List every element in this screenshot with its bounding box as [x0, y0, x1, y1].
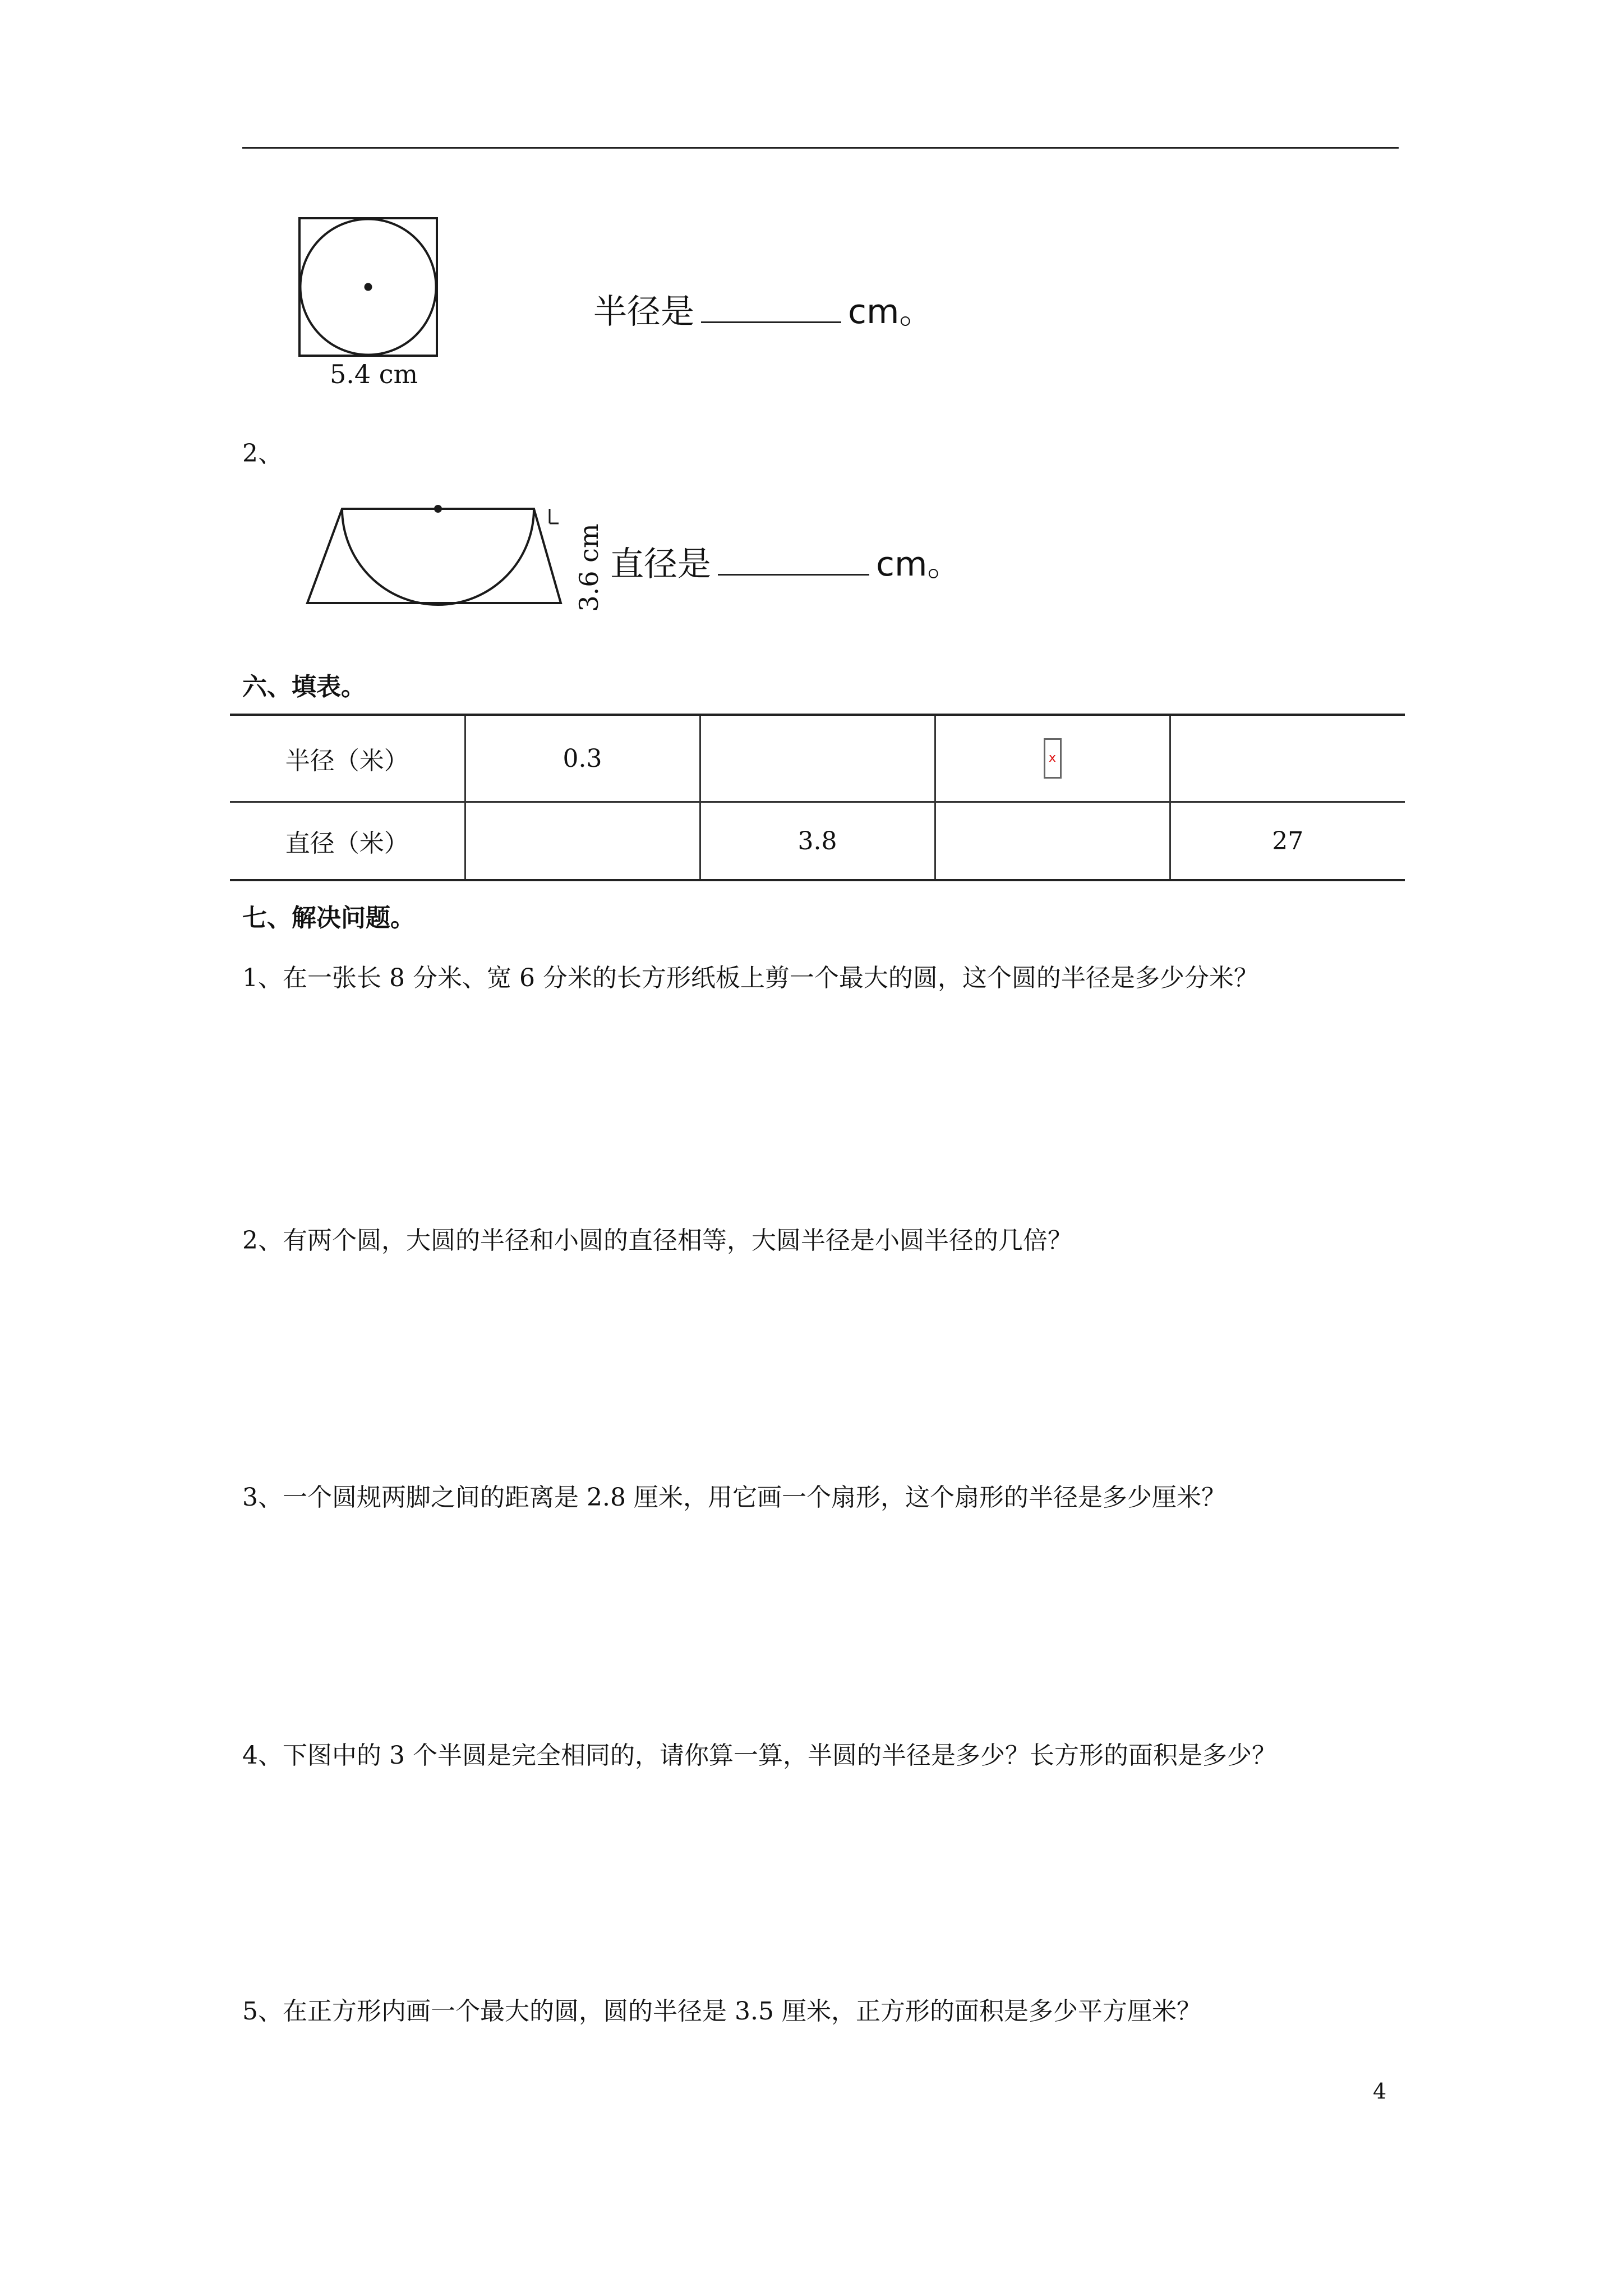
trapezoid-semicircle-figure — [303, 502, 594, 614]
figure1-unit: cm。 — [848, 292, 933, 332]
question-4: 4、下图中的 3 个半圆是完全相同的，请你算一算，半圆的半径是多少？长方形的面积是多少？ — [242, 1741, 1276, 1770]
table-cell — [465, 802, 700, 881]
figure1-dimension-label: 5.4 cm — [330, 359, 418, 389]
section7-title: 七、解决问题。 — [242, 904, 415, 932]
figure2-diameter-prompt — [610, 537, 961, 586]
figure2-unit: cm。 — [876, 545, 961, 584]
diameter-answer-blank[interactable] — [718, 574, 869, 576]
radius-answer-blank[interactable] — [701, 321, 841, 323]
table-row-diameter — [230, 802, 1405, 881]
broken-image-icon: x — [1044, 738, 1062, 779]
header-rule — [242, 147, 1399, 149]
row-header-diameter: 直径（米） — [230, 802, 465, 881]
question-2: 2、有两个圆，大圆的半径和小圆的直径相等，大圆半径是小圆半径的几倍？ — [242, 1226, 1072, 1255]
table-cell — [700, 715, 935, 802]
table-cell — [1170, 715, 1405, 802]
table-cell: 0.3 — [465, 715, 700, 802]
figure1-prompt-text: 半径是 — [593, 292, 694, 332]
question-5: 5、在正方形内画一个最大的圆，圆的半径是 3.5 厘米，正方形的面积是多少平方厘米？ — [242, 1997, 1201, 2026]
fill-table — [230, 714, 1405, 881]
figure2-prompt-text: 直径是 — [610, 545, 711, 584]
table-cell-broken-image — [935, 715, 1170, 802]
page-number: 4 — [1373, 2079, 1387, 2104]
section6-title: 六、填表。 — [242, 673, 366, 701]
question-1: 1、在一张长 8 分米、宽 6 分米的长方形纸板上剪一个最大的圆，这个圆的半径是多少分米？ — [242, 964, 1258, 992]
q2-number: 2、 — [242, 439, 283, 468]
figure2-dimension-label: 3.6 cm — [574, 523, 604, 612]
table-cell: 27 — [1170, 802, 1405, 881]
table-cell — [935, 802, 1170, 881]
figure1-radius-prompt — [593, 285, 933, 333]
table-row-radius — [230, 715, 1405, 802]
question-3: 3、一个圆规两脚之间的距离是 2.8 厘米，用它画一个扇形，这个扇形的半径是多少厘米？ — [242, 1483, 1226, 1512]
table-cell: 3.8 — [700, 802, 935, 881]
row-header-radius: 半径（米） — [230, 715, 465, 802]
